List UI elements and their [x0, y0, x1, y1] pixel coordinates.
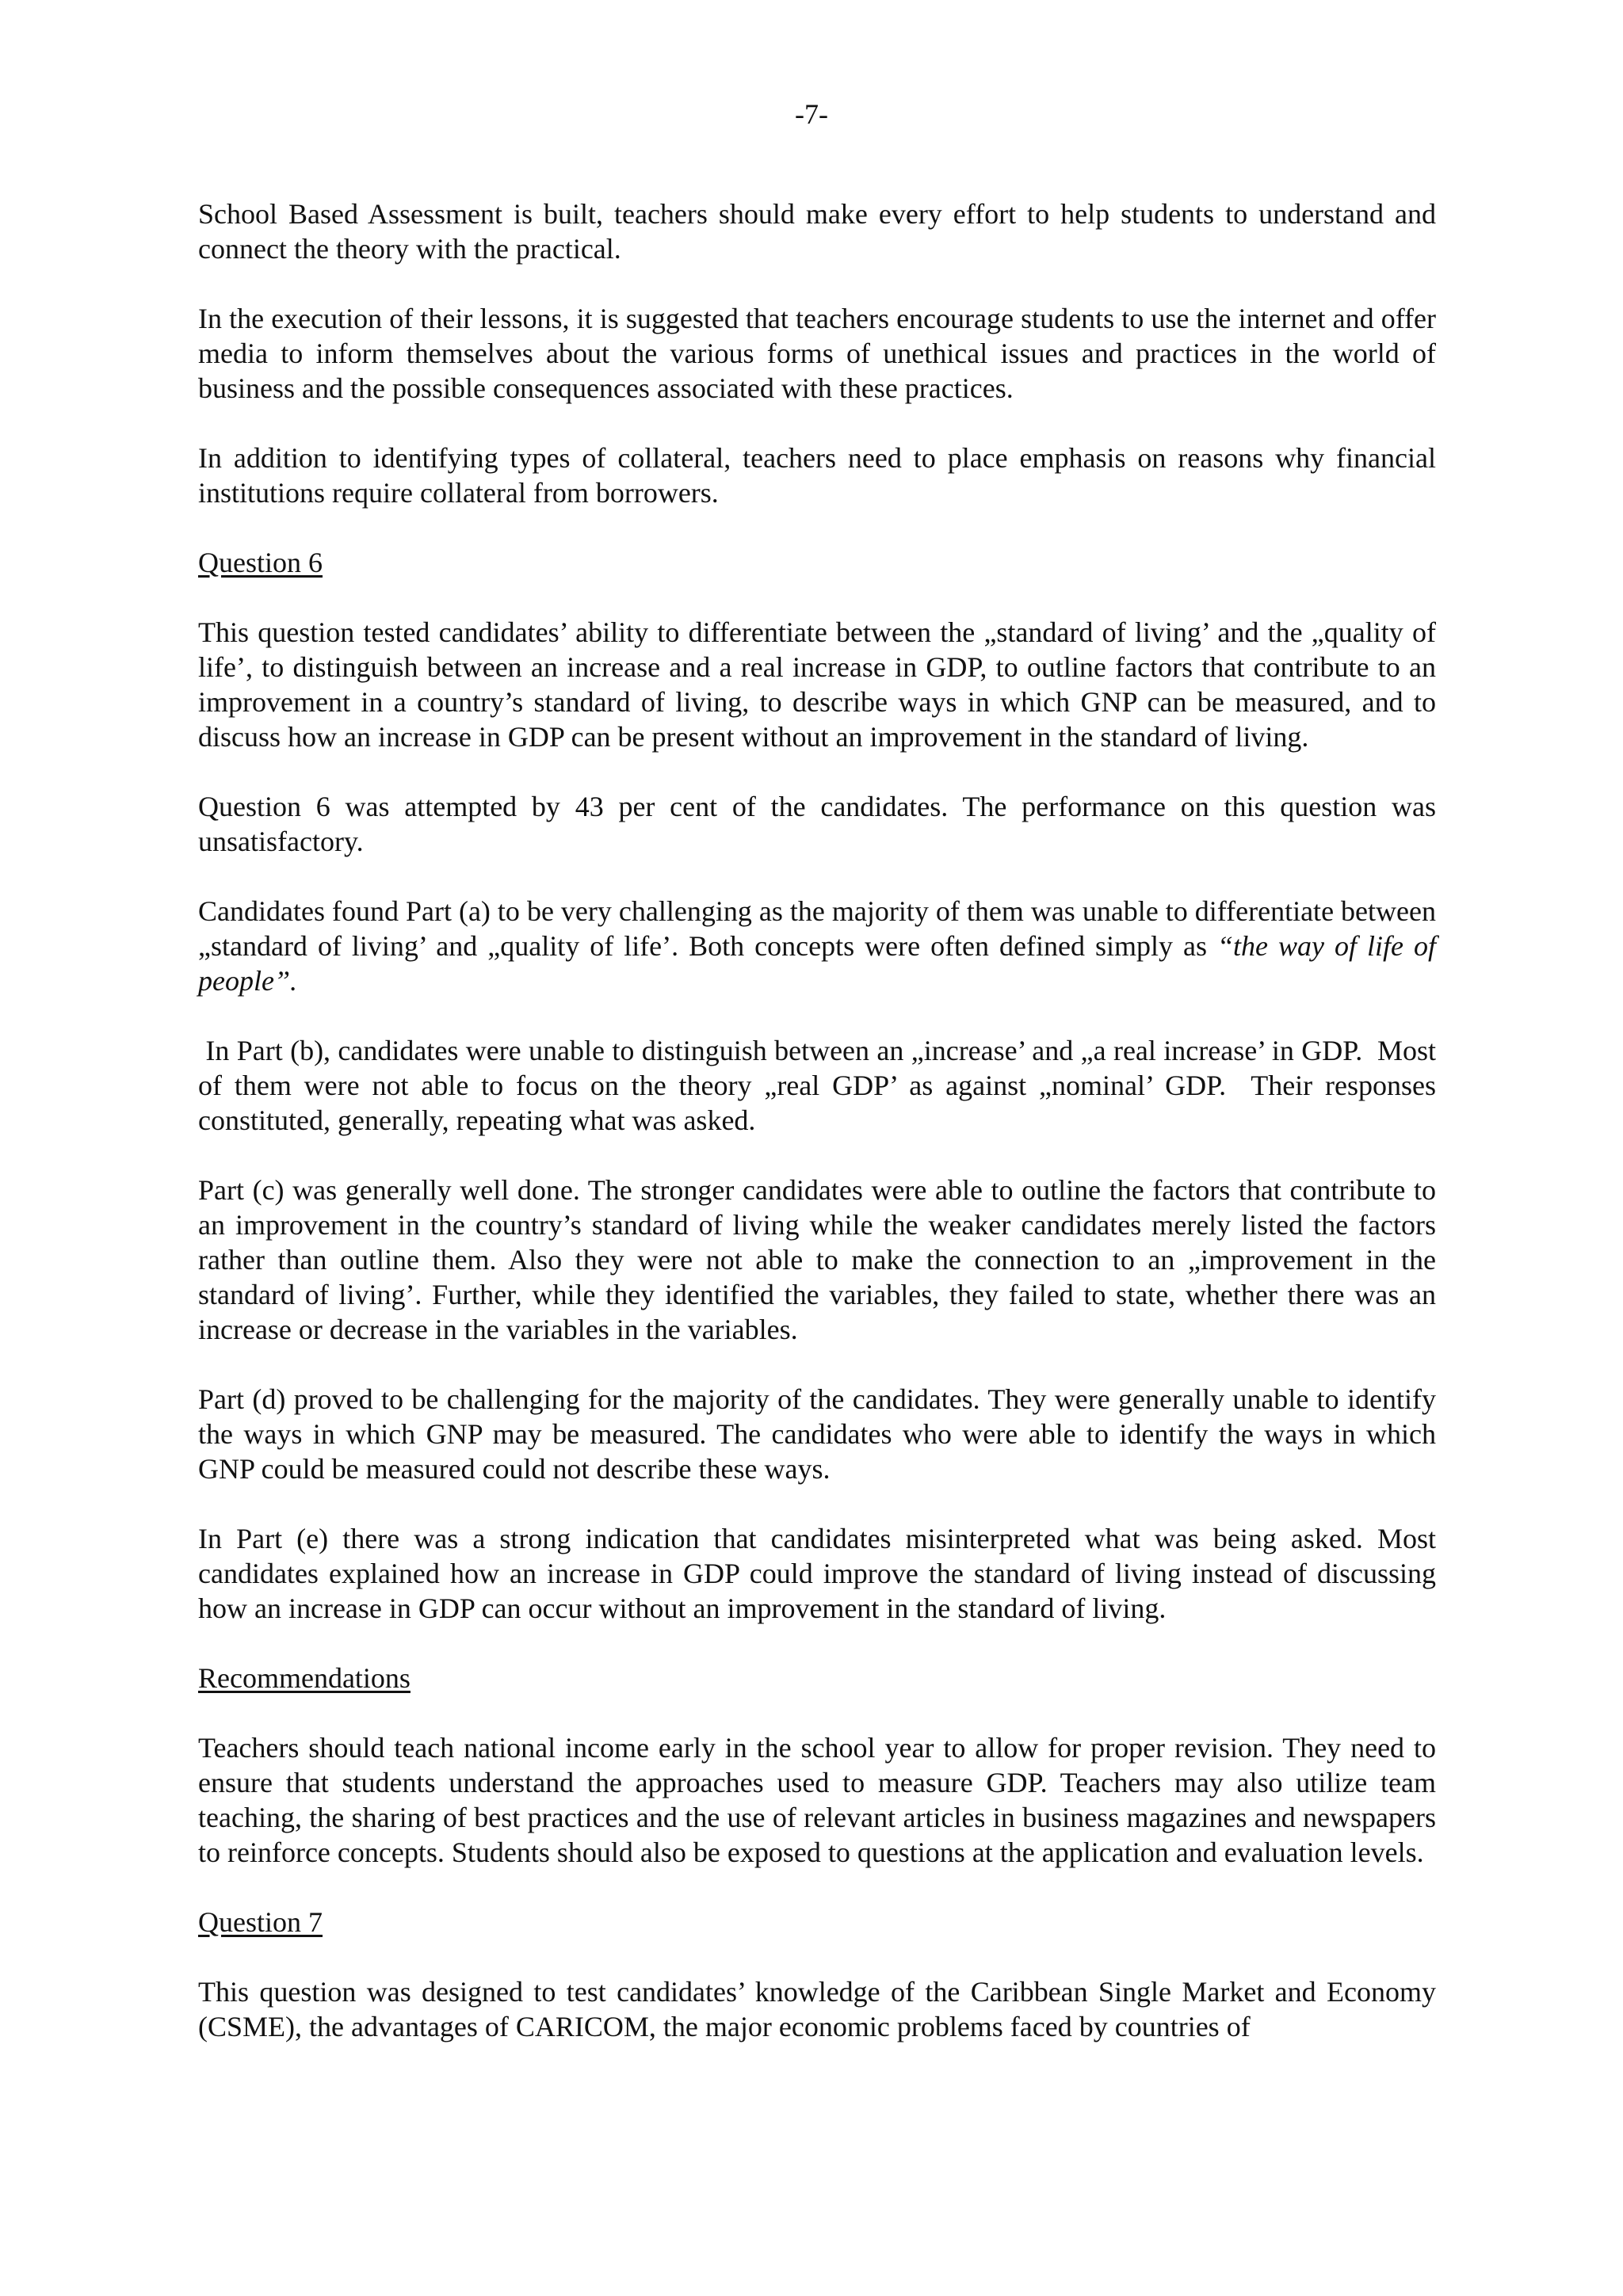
- heading-question-7: Question 7: [198, 1906, 323, 1938]
- page-number: -7-: [795, 98, 828, 130]
- paragraph-sba-theory: School Based Assessment is built, teachers should make every effort to help students to understand and connect the theory with the practical.: [198, 198, 1436, 265]
- paragraph-question-6-attempt: Question 6 was attempted by 43 per cent of the candidates. The performance on this question was unsatisfactory.: [198, 791, 1436, 857]
- paragraph-part-d: Part (d) proved to be challenging for the majority of the candidates. They were generally unable to identify the ways in which GNP may be measured. The candidates who were able to identify the ways in which GNP could be measured could not describe these ways.: [198, 1383, 1436, 1485]
- paragraph-lesson-execution: In the execution of their lessons, it is suggested that teachers encourage students to use the internet and offer media to inform themselves about the various forms of unethical issues and practices in the world of business and the possible consequences associated with these practices.: [198, 303, 1436, 404]
- paragraph-part-e: In Part (e) there was a strong indication that candidates misinterpreted what was being asked. Most candidates explained how an increase in GDP could improve the standard of living instead of discussing how an increase in GDP can occur without an improvement in the standard of living.: [198, 1523, 1436, 1624]
- document-body: [198, 196, 1444, 2079]
- paragraph-recommendations: Teachers should teach national income early in the school year to allow for proper revision. They need to ensure that students understand the approaches used to measure GDP. Teachers may also utilize team teaching, the sharing of best practices and the use of relevant articles in business magazines and newspapers to reinforce concepts. Students should also be exposed to questions at the application and evaluation levels.: [198, 1732, 1436, 1868]
- paragraph-part-a: [198, 894, 1436, 998]
- heading-question-6: Question 6: [198, 547, 323, 578]
- paragraph-question-7-scope: This question was designed to test candidates’ knowledge of the Caribbean Single Market and Economy (CSME), the advantages of CARICOM, the major economic problems faced by countries of: [198, 1976, 1436, 2042]
- paragraph-part-c: Part (c) was generally well done. The stronger candidates were able to outline the factors that contribute to an improvement in the country’s standard of living while the weaker candidates merely listed the factors rather than outline them. Also they were not able to make the connection to an „improvement in the standard of living’. Further, while they identified the variables, they failed to state, whether there was an increase or decrease in the variables in the variables.: [198, 1174, 1436, 1345]
- paragraph-part-b: In Part (b), candidates were unable to distinguish between an „increase’ and „a real increase’ in GDP. Most of them were not able to focus on the theory „real GDP’ as against „nominal’ GDP. Their responses constituted, generally, repeating what was asked.: [198, 1035, 1444, 1136]
- paragraph-question-6-scope: This question tested candidates’ ability to differentiate between the „standard of living’ and the „quality of life’, to distinguish between an increase and a real increase in GDP, to outline factors that contribute to an improvement in a country’s standard of living, to describe ways in which GNP can be measured, and to discuss how an increase in GDP can be present without an improvement in the standard of living.: [198, 616, 1436, 753]
- paragraph-collateral: In addition to identifying types of collateral, teachers need to place emphasis on reasons why financial institutions require collateral from borrowers.: [198, 442, 1436, 509]
- part-a-text: Candidates found Part (a) to be very challenging as the majority of them was unable to differentiate between „standard of living’ and „quality of life’. Both concepts were often defined simply as: [198, 895, 1436, 962]
- part-a-italic-quote: “the way of life of people”.: [198, 930, 1436, 997]
- heading-recommendations: Recommendations: [198, 1662, 411, 1694]
